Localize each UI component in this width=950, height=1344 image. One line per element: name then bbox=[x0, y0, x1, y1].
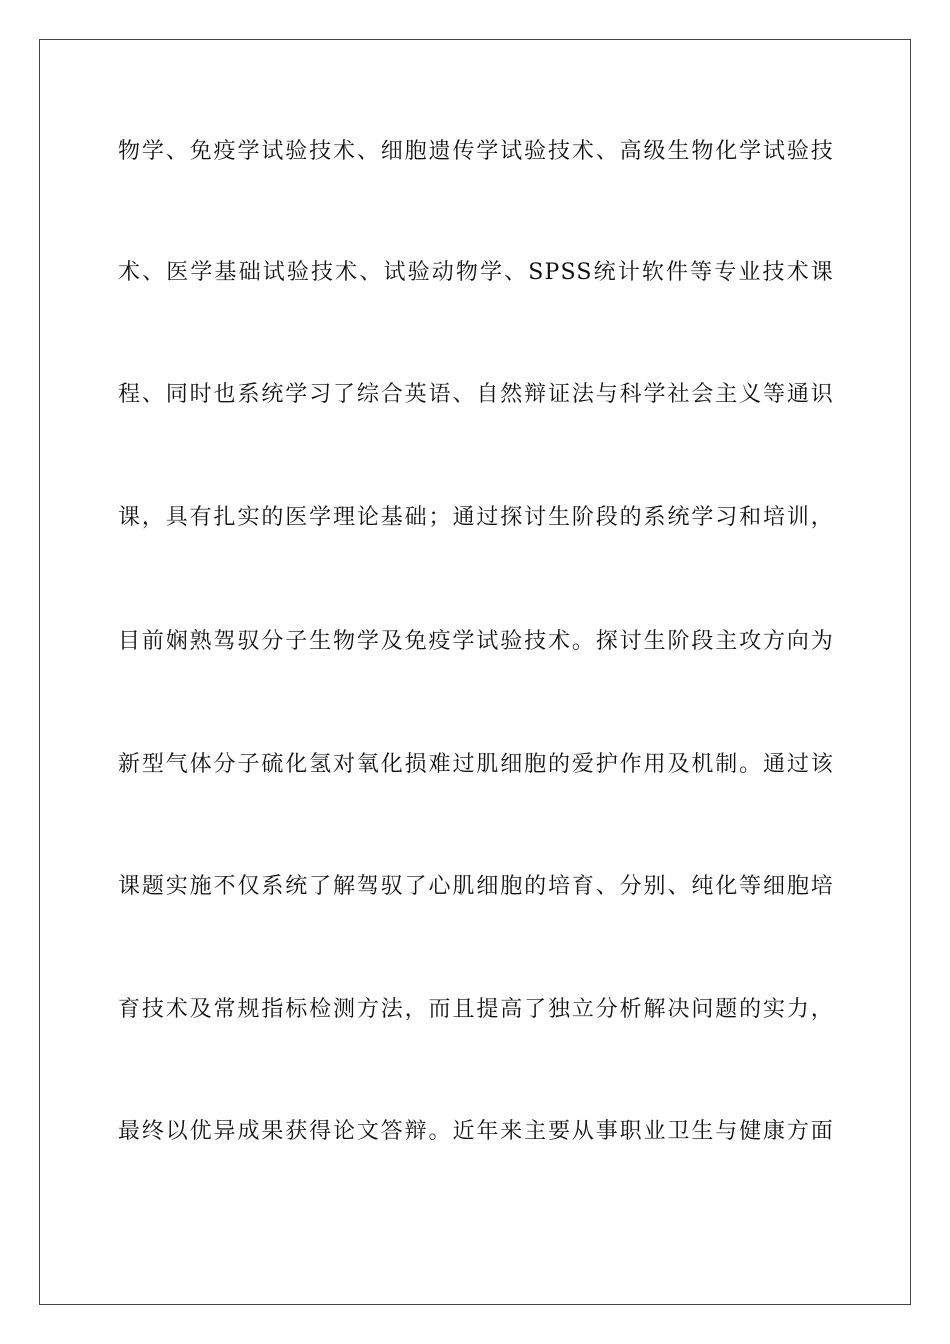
paragraph-line-9: 最终以优异成果获得论文答辩。近年来主要从事职业卫生与健康方面 bbox=[118, 1119, 834, 1144]
paragraph-line-6: 新型气体分子硫化氢对氧化损难过肌细胞的爱护作用及机制。通过该 bbox=[118, 752, 834, 777]
paragraph-line-2: 术、医学基础试验技术、试验动物学、SPSS统计软件等专业技术课 bbox=[118, 260, 834, 285]
paragraph-line-7: 课题实施不仅系统了解驾驭了心肌细胞的培育、分别、纯化等细胞培 bbox=[118, 874, 834, 899]
paragraph-line-8: 育技术及常规指标检测方法，而且提高了独立分析解决问题的实力， bbox=[118, 997, 834, 1022]
paragraph-line-3: 程、同时也系统学习了综合英语、自然辩证法与科学社会主义等通识 bbox=[118, 382, 834, 407]
paragraph-line-4: 课，具有扎实的医学理论基础；通过探讨生阶段的系统学习和培训， bbox=[118, 505, 834, 530]
paragraph-line-5: 目前娴熟驾驭分子生物学及免疫学试验技术。探讨生阶段主攻方向为 bbox=[118, 629, 834, 654]
page-border bbox=[39, 39, 911, 1305]
paragraph-line-1: 物学、免疫学试验技术、细胞遗传学试验技术、高级生物化学试验技 bbox=[118, 139, 834, 164]
